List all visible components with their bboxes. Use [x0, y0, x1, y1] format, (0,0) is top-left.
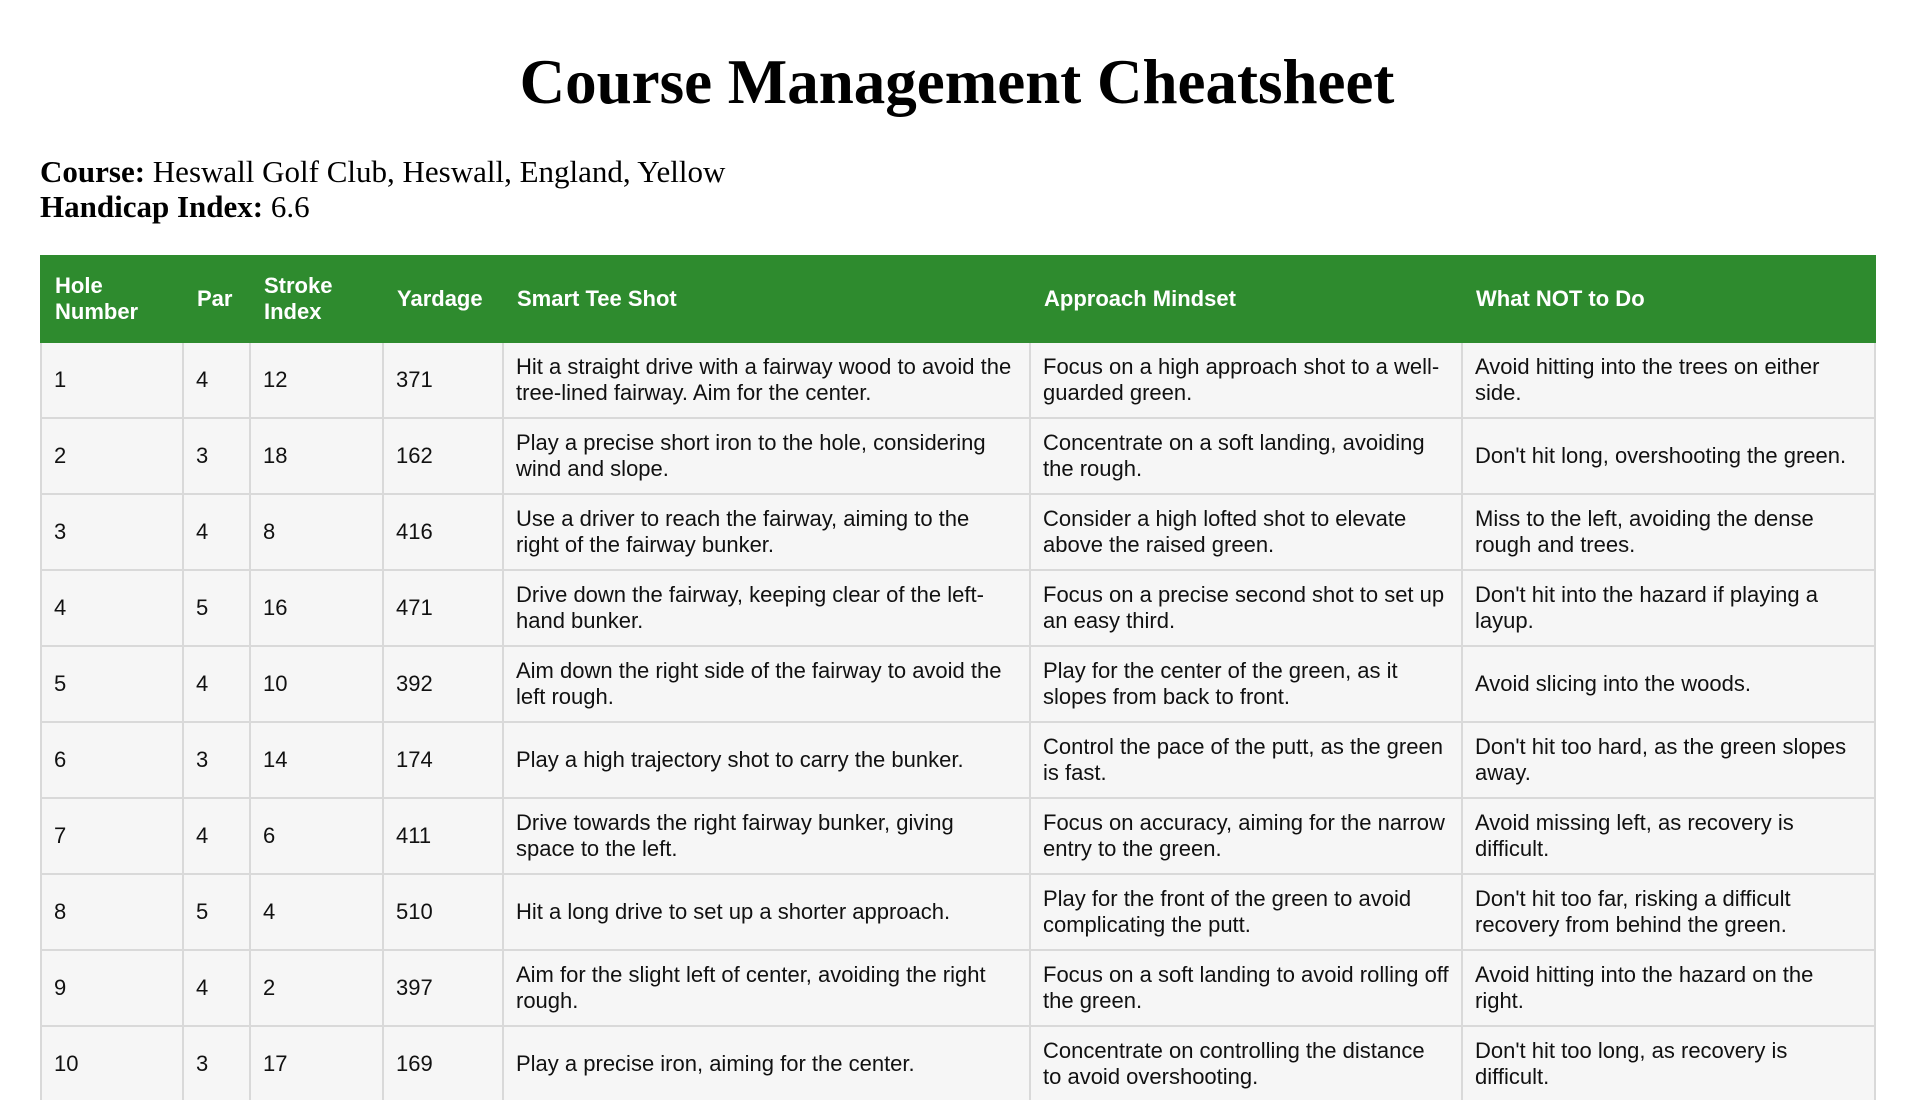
- table-row: [41, 494, 1875, 570]
- cell-approach-mindset: Control the pace of the putt, as the green is fast.: [1030, 722, 1462, 798]
- header-yardage: Yardage: [383, 256, 503, 342]
- cell-what-not-to-do: Avoid missing left, as recovery is difficult.: [1462, 798, 1875, 874]
- handicap-line: [40, 189, 1874, 224]
- cell-hole-number: 8: [41, 874, 183, 950]
- cell-par: 4: [183, 494, 250, 570]
- table-header: [41, 256, 1875, 342]
- cell-yardage: 397: [383, 950, 503, 1026]
- cell-yardage: 162: [383, 418, 503, 494]
- cell-approach-mindset: Play for the front of the green to avoid complicating the putt.: [1030, 874, 1462, 950]
- cell-approach-mindset: Consider a high lofted shot to elevate above the raised green.: [1030, 494, 1462, 570]
- table-row: [41, 570, 1875, 646]
- table-row: [41, 1026, 1875, 1100]
- header-par: Par: [183, 256, 250, 342]
- cell-par: 4: [183, 950, 250, 1026]
- table-row: [41, 798, 1875, 874]
- header-approach-mindset: Approach Mindset: [1030, 256, 1462, 342]
- header-smart-tee-shot: Smart Tee Shot: [503, 256, 1030, 342]
- cell-yardage: 510: [383, 874, 503, 950]
- cell-approach-mindset: Play for the center of the green, as it slopes from back to front.: [1030, 646, 1462, 722]
- course-line: [40, 154, 1874, 189]
- cell-smart-tee-shot: Use a driver to reach the fairway, aiming to the right of the fairway bunker.: [503, 494, 1030, 570]
- table-row: [41, 342, 1875, 418]
- table-row: [41, 418, 1875, 494]
- cell-hole-number: 9: [41, 950, 183, 1026]
- cell-stroke-index: 17: [250, 1026, 383, 1100]
- cell-stroke-index: 14: [250, 722, 383, 798]
- cell-smart-tee-shot: Hit a long drive to set up a shorter approach.: [503, 874, 1030, 950]
- cell-smart-tee-shot: Drive down the fairway, keeping clear of the left-hand bunker.: [503, 570, 1030, 646]
- cell-hole-number: 4: [41, 570, 183, 646]
- cell-smart-tee-shot: Play a precise short iron to the hole, considering wind and slope.: [503, 418, 1030, 494]
- cell-stroke-index: 16: [250, 570, 383, 646]
- cell-what-not-to-do: Don't hit too hard, as the green slopes away.: [1462, 722, 1875, 798]
- cell-par: 5: [183, 570, 250, 646]
- table-row: [41, 874, 1875, 950]
- cell-smart-tee-shot: Play a high trajectory shot to carry the bunker.: [503, 722, 1030, 798]
- table-row: [41, 646, 1875, 722]
- table-row: [41, 950, 1875, 1026]
- cell-stroke-index: 6: [250, 798, 383, 874]
- cell-smart-tee-shot: Drive towards the right fairway bunker, giving space to the left.: [503, 798, 1030, 874]
- cell-what-not-to-do: Don't hit too long, as recovery is difficult.: [1462, 1026, 1875, 1100]
- cell-hole-number: 5: [41, 646, 183, 722]
- cell-yardage: 169: [383, 1026, 503, 1100]
- header-stroke-index: Stroke Index: [250, 256, 383, 342]
- cell-par: 3: [183, 418, 250, 494]
- cell-par: 3: [183, 722, 250, 798]
- table-body: [41, 342, 1875, 1100]
- handicap-label: Handicap Index:: [40, 189, 264, 224]
- cell-par: 4: [183, 646, 250, 722]
- cell-stroke-index: 8: [250, 494, 383, 570]
- cell-stroke-index: 12: [250, 342, 383, 418]
- cell-par: 5: [183, 874, 250, 950]
- cell-par: 4: [183, 342, 250, 418]
- cell-stroke-index: 10: [250, 646, 383, 722]
- handicap-value: 6.6: [270, 189, 310, 224]
- cell-hole-number: 2: [41, 418, 183, 494]
- cell-stroke-index: 18: [250, 418, 383, 494]
- cell-approach-mindset: Focus on accuracy, aiming for the narrow entry to the green.: [1030, 798, 1462, 874]
- cell-smart-tee-shot: Hit a straight drive with a fairway wood to avoid the tree-lined fairway. Aim for the center.: [503, 342, 1030, 418]
- cell-yardage: 392: [383, 646, 503, 722]
- cell-what-not-to-do: Don't hit into the hazard if playing a layup.: [1462, 570, 1875, 646]
- cell-stroke-index: 4: [250, 874, 383, 950]
- cell-what-not-to-do: Don't hit too far, risking a difficult recovery from behind the green.: [1462, 874, 1875, 950]
- cell-what-not-to-do: Avoid slicing into the woods.: [1462, 646, 1875, 722]
- course-value: Heswall Golf Club, Heswall, England, Yellow: [152, 154, 726, 189]
- cell-approach-mindset: Focus on a precise second shot to set up an easy third.: [1030, 570, 1462, 646]
- hole-strategy-table: [40, 255, 1876, 1100]
- course-label: Course:: [40, 154, 146, 189]
- cell-what-not-to-do: Miss to the left, avoiding the dense rough and trees.: [1462, 494, 1875, 570]
- cell-hole-number: 10: [41, 1026, 183, 1100]
- cell-approach-mindset: Focus on a soft landing to avoid rolling off the green.: [1030, 950, 1462, 1026]
- cell-yardage: 371: [383, 342, 503, 418]
- page-title: Course Management Cheatsheet: [519, 47, 1395, 117]
- cell-hole-number: 3: [41, 494, 183, 570]
- header-what-not-to-do: What NOT to Do: [1462, 256, 1875, 342]
- cell-par: 3: [183, 1026, 250, 1100]
- table-header-row: [41, 256, 1875, 342]
- header-hole-number: Hole Number: [41, 256, 183, 342]
- cell-hole-number: 7: [41, 798, 183, 874]
- cell-approach-mindset: Concentrate on controlling the distance to avoid overshooting.: [1030, 1026, 1462, 1100]
- table-row: [41, 722, 1875, 798]
- cell-smart-tee-shot: Aim down the right side of the fairway to avoid the left rough.: [503, 646, 1030, 722]
- course-info: [40, 154, 1874, 224]
- cell-stroke-index: 2: [250, 950, 383, 1026]
- cell-approach-mindset: Concentrate on a soft landing, avoiding the rough.: [1030, 418, 1462, 494]
- cell-par: 4: [183, 798, 250, 874]
- cell-what-not-to-do: Avoid hitting into the trees on either side.: [1462, 342, 1875, 418]
- cell-yardage: 416: [383, 494, 503, 570]
- cell-what-not-to-do: Don't hit long, overshooting the green.: [1462, 418, 1875, 494]
- cell-yardage: 174: [383, 722, 503, 798]
- cell-hole-number: 1: [41, 342, 183, 418]
- cell-approach-mindset: Focus on a high approach shot to a well-guarded green.: [1030, 342, 1462, 418]
- cell-smart-tee-shot: Play a precise iron, aiming for the center.: [503, 1026, 1030, 1100]
- cell-yardage: 471: [383, 570, 503, 646]
- cell-yardage: 411: [383, 798, 503, 874]
- cell-hole-number: 6: [41, 722, 183, 798]
- cell-what-not-to-do: Avoid hitting into the hazard on the right.: [1462, 950, 1875, 1026]
- cell-smart-tee-shot: Aim for the slight left of center, avoiding the right rough.: [503, 950, 1030, 1026]
